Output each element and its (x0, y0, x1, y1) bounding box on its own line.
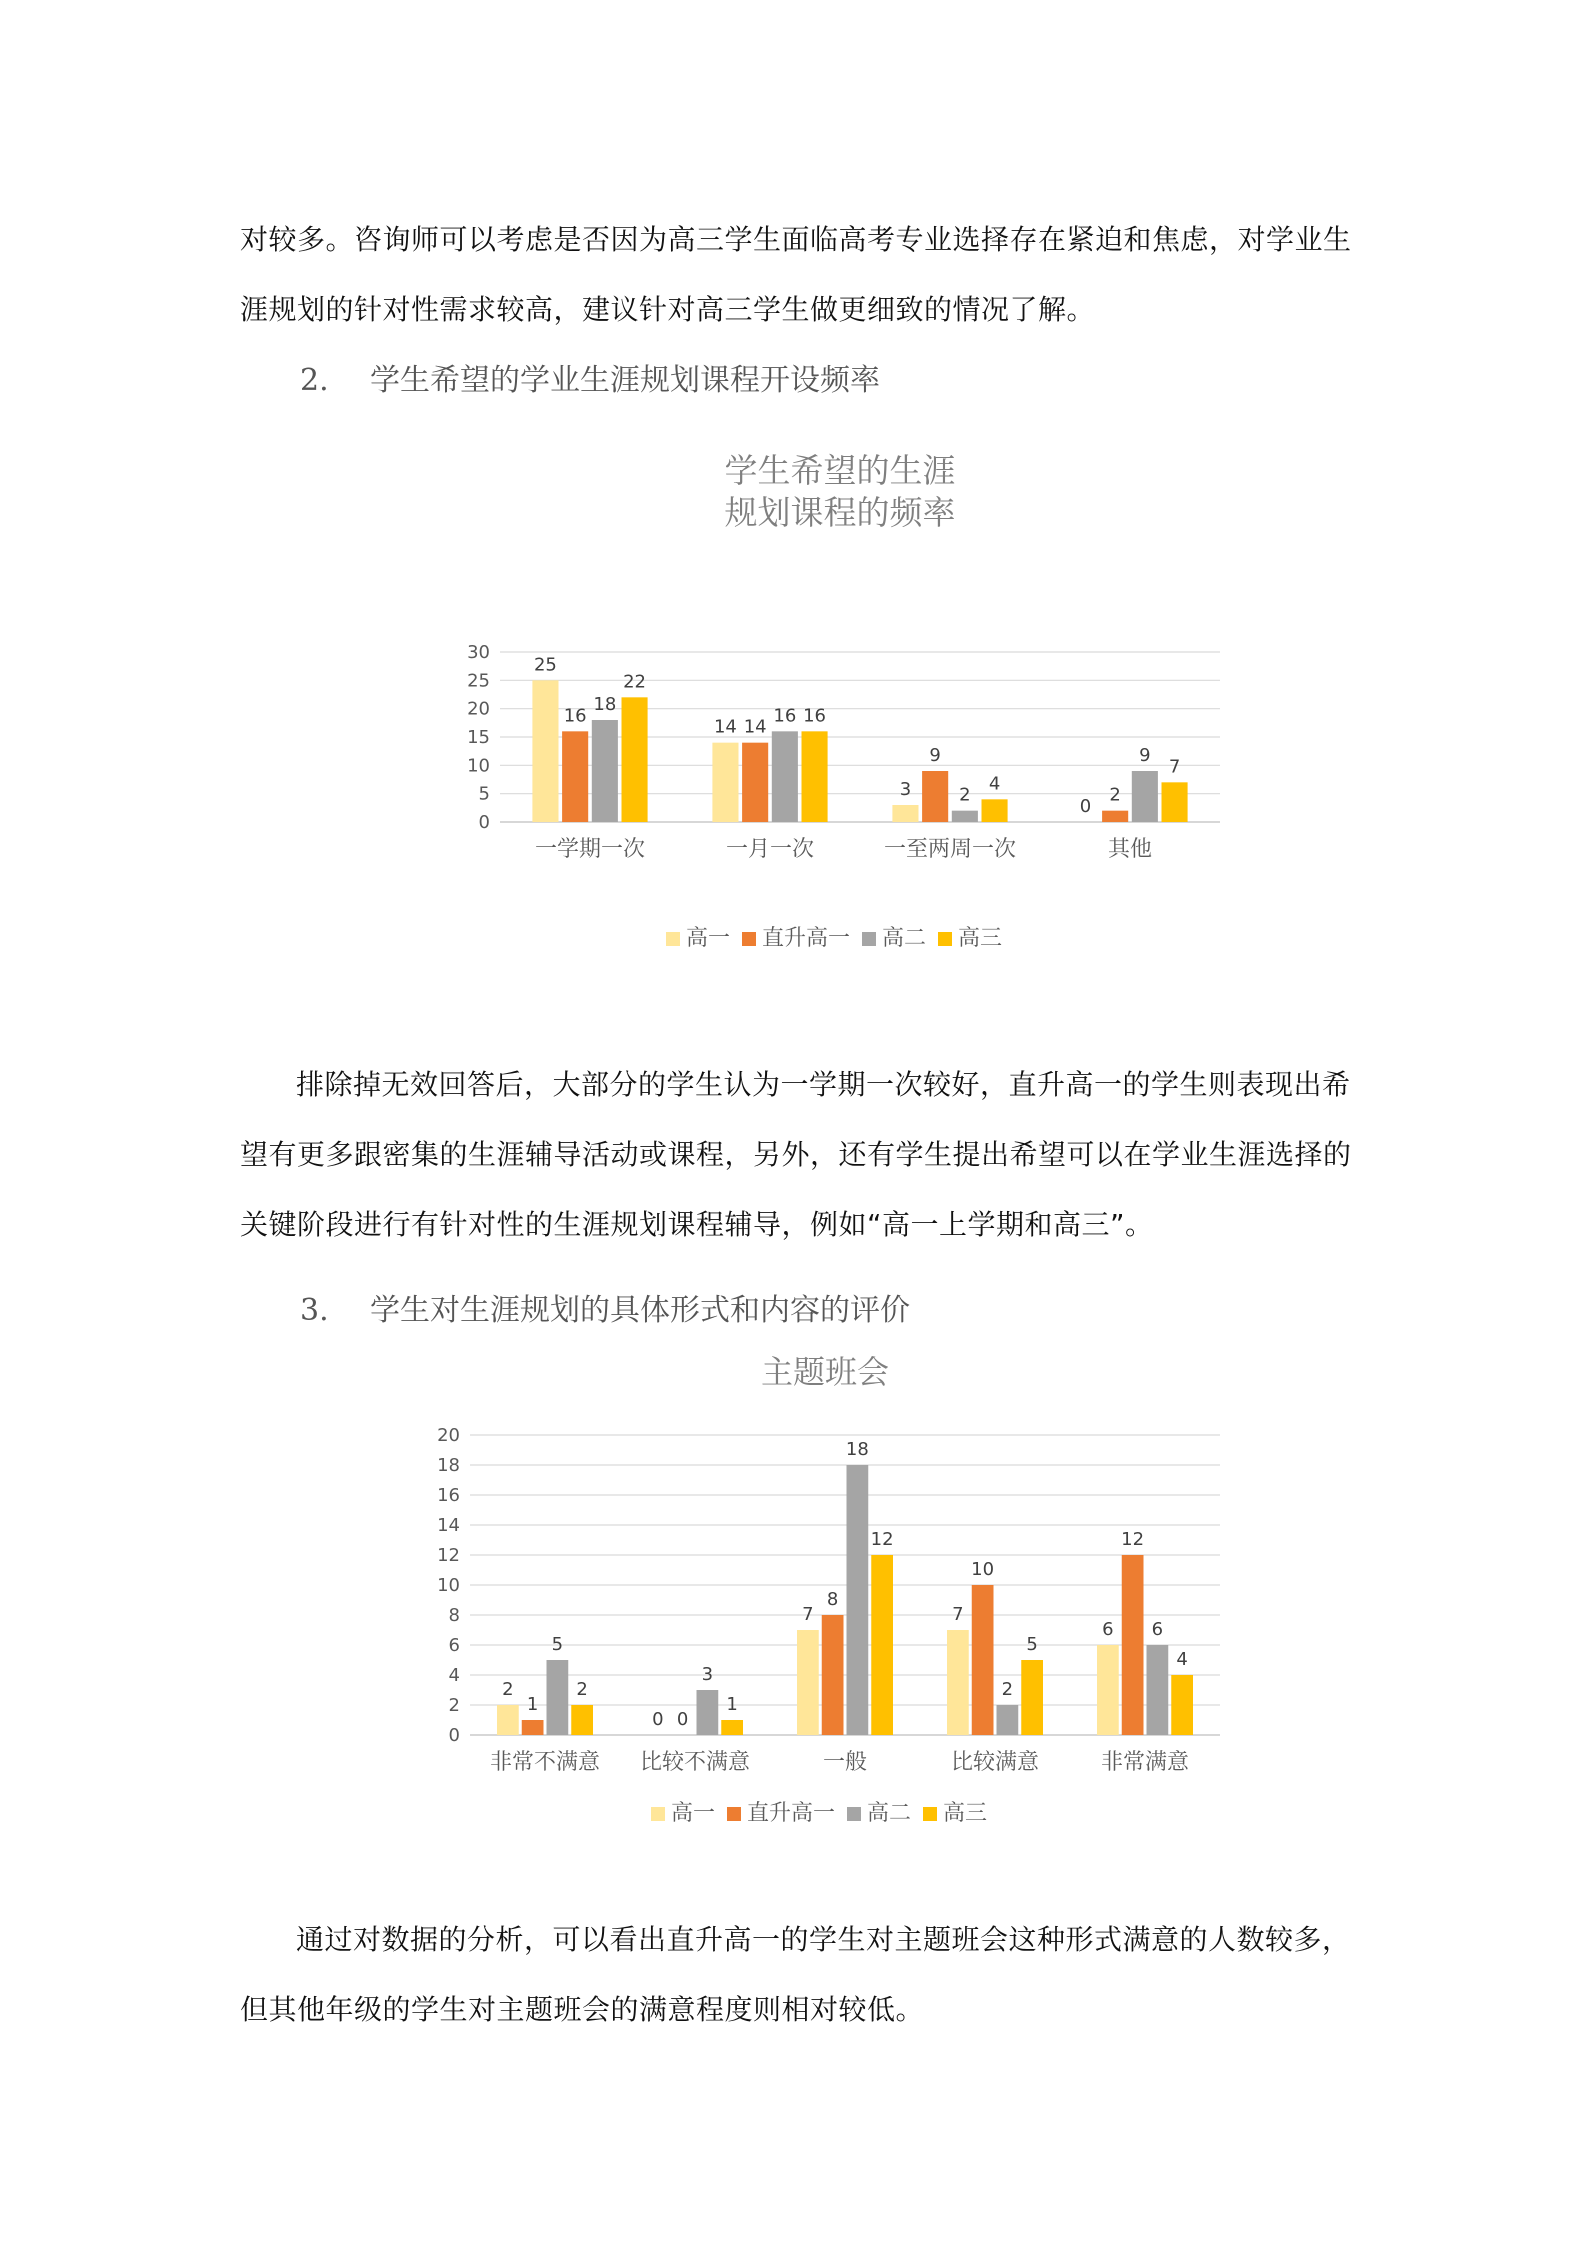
bar (522, 1720, 544, 1735)
data-label: 6 (1151, 1619, 1164, 1640)
y-tick-label: 25 (467, 670, 490, 692)
bar (1147, 1645, 1169, 1735)
section-heading-3 (300, 1285, 910, 1329)
data-label: 18 (845, 1439, 869, 1460)
x-tick-label: 比较满意 (950, 1750, 1040, 1775)
data-label: 12 (870, 1529, 894, 1550)
bar (847, 1465, 869, 1735)
bar (1102, 811, 1128, 822)
chart-course-frequency (400, 440, 1260, 980)
y-tick-label: 15 (467, 727, 490, 748)
legend-swatch (727, 1807, 741, 1821)
section-number: 3. (300, 1293, 329, 1328)
bar (982, 799, 1008, 822)
y-tick-label: 5 (478, 783, 490, 805)
legend-label: 高二 (882, 926, 927, 951)
y-tick-label: 16 (437, 1485, 460, 1506)
data-label: 16 (563, 705, 587, 727)
bar (1132, 771, 1158, 822)
legend-label: 直升高一 (747, 1801, 836, 1826)
bar (871, 1555, 893, 1735)
y-tick-label: 2 (448, 1695, 460, 1716)
bar (892, 805, 918, 822)
x-tick-label: 一至两周一次 (883, 837, 1017, 862)
bar (622, 697, 648, 822)
data-label: 2 (1109, 784, 1121, 806)
paragraph-continuation: 对较多。咨询师可以考虑是否因为高三学生面临高考专业选择存在紧迫和焦虑，对学业生涯规划的针对性需求较高，建议针对高三学生做更细致的情况了解。 (240, 223, 1352, 326)
bar (797, 1630, 819, 1735)
bar (1097, 1645, 1119, 1735)
y-tick-label: 12 (437, 1545, 460, 1566)
section-title: 学生希望的学业生涯规划课程开设频率 (370, 363, 880, 398)
x-tick-label: 一月一次 (725, 837, 815, 862)
data-label: 10 (971, 1559, 995, 1580)
data-label: 0 (652, 1709, 664, 1730)
bar (742, 743, 768, 822)
y-tick-label: 18 (437, 1455, 460, 1476)
x-tick-label: 一学期一次 (534, 837, 646, 862)
y-tick-label: 14 (437, 1515, 460, 1536)
bar (697, 1690, 719, 1735)
data-label: 3 (899, 779, 912, 800)
bar (497, 1705, 519, 1735)
bar (1122, 1555, 1144, 1735)
bar (532, 680, 558, 822)
legend-label: 高三 (943, 1801, 988, 1826)
data-label: 16 (803, 705, 827, 727)
x-tick-label: 非常满意 (1100, 1750, 1190, 1775)
bar (822, 1615, 844, 1735)
y-tick-label: 30 (467, 642, 490, 663)
data-label: 22 (623, 671, 647, 693)
bar (571, 1705, 593, 1735)
legend-swatch (742, 932, 756, 946)
data-label: 12 (1121, 1529, 1145, 1550)
bar (772, 731, 798, 822)
y-tick-label: 0 (478, 812, 490, 833)
chart-title: 主题班会 (760, 1353, 890, 1391)
x-tick-label: 其他 (1107, 837, 1153, 862)
data-label: 4 (988, 773, 1001, 795)
chart-class-meeting (400, 1345, 1260, 1845)
legend-label: 高二 (867, 1801, 912, 1826)
data-label: 7 (952, 1604, 964, 1625)
data-label: 2 (1001, 1679, 1014, 1700)
bar (1171, 1675, 1193, 1735)
data-label: 2 (502, 1679, 514, 1700)
y-tick-label: 8 (448, 1605, 460, 1626)
y-tick-label: 4 (448, 1665, 460, 1686)
data-label: 1 (726, 1694, 738, 1715)
data-label: 7 (1168, 756, 1181, 778)
y-tick-label: 20 (437, 1425, 460, 1446)
legend-label: 高一 (671, 1801, 716, 1826)
bar (952, 811, 978, 822)
y-tick-label: 20 (467, 698, 490, 720)
data-label: 0 (676, 1709, 689, 1730)
bar (592, 720, 618, 822)
data-label: 18 (593, 694, 617, 715)
data-label: 5 (551, 1634, 564, 1655)
bar (947, 1630, 969, 1735)
y-tick-label: 6 (448, 1635, 460, 1656)
data-label: 4 (1176, 1649, 1188, 1670)
y-tick-label: 0 (448, 1725, 460, 1746)
data-label: 7 (802, 1604, 814, 1625)
data-label: 14 (713, 716, 737, 738)
section-title: 学生对生涯规划的具体形式和内容的评价 (370, 1293, 910, 1328)
chart-title: 学生希望的生涯 (724, 451, 956, 490)
data-label: 14 (743, 716, 767, 738)
data-label: 1 (526, 1694, 539, 1715)
x-tick-label: 比较不满意 (639, 1750, 751, 1775)
data-label: 16 (773, 705, 797, 727)
bar (802, 731, 828, 822)
bar (721, 1720, 743, 1735)
section-number: 2. (300, 363, 329, 398)
legend-label: 直升高一 (762, 926, 851, 951)
paragraph-analysis-class-meeting: 通过对数据的分析，可以看出直升高一的学生对主题班会这种形式满意的人数较多，但其他年级的学生对主题班会的满意程度则相对较低。 (240, 1923, 1351, 2026)
y-tick-label: 10 (467, 755, 490, 777)
legend-label: 高一 (686, 926, 731, 951)
data-label: 0 (1079, 796, 1092, 817)
legend-swatch (862, 932, 876, 946)
chart-title: 规划课程的频率 (724, 493, 956, 532)
bar (562, 731, 588, 822)
data-label: 25 (533, 654, 557, 676)
legend-swatch (651, 1807, 665, 1821)
data-label: 6 (1102, 1619, 1114, 1640)
section-heading-2 (300, 355, 880, 399)
bar (922, 771, 948, 822)
bar (1162, 782, 1188, 822)
legend-swatch (923, 1807, 937, 1821)
data-label: 3 (701, 1664, 714, 1685)
data-label: 9 (929, 745, 941, 766)
bar (972, 1585, 994, 1735)
paragraph-analysis-frequency: 排除掉无效回答后，大部分的学生认为一学期一次较好，直升高一的学生则表现出希望有更多跟密集的生涯辅导活动或课程，另外，还有学生提出希望可以在学业生涯选择的关键阶段进行有针对性的生涯规划课程辅导，例如“高一上学期和高三”。 (240, 1068, 1352, 1241)
bar (547, 1660, 569, 1735)
bar (712, 743, 738, 822)
data-label: 2 (576, 1679, 588, 1700)
legend-swatch (666, 932, 680, 946)
data-label: 5 (1026, 1634, 1038, 1655)
data-label: 2 (959, 784, 971, 806)
x-tick-label: 非常不满意 (489, 1750, 601, 1775)
x-tick-label: 一般 (822, 1750, 868, 1775)
legend-swatch (847, 1807, 861, 1821)
data-label: 8 (826, 1589, 839, 1610)
bar (1021, 1660, 1043, 1735)
data-label: 9 (1139, 745, 1151, 766)
bar (997, 1705, 1019, 1735)
y-tick-label: 10 (437, 1575, 460, 1596)
legend-swatch (938, 932, 952, 946)
legend-label: 高三 (958, 926, 1003, 951)
